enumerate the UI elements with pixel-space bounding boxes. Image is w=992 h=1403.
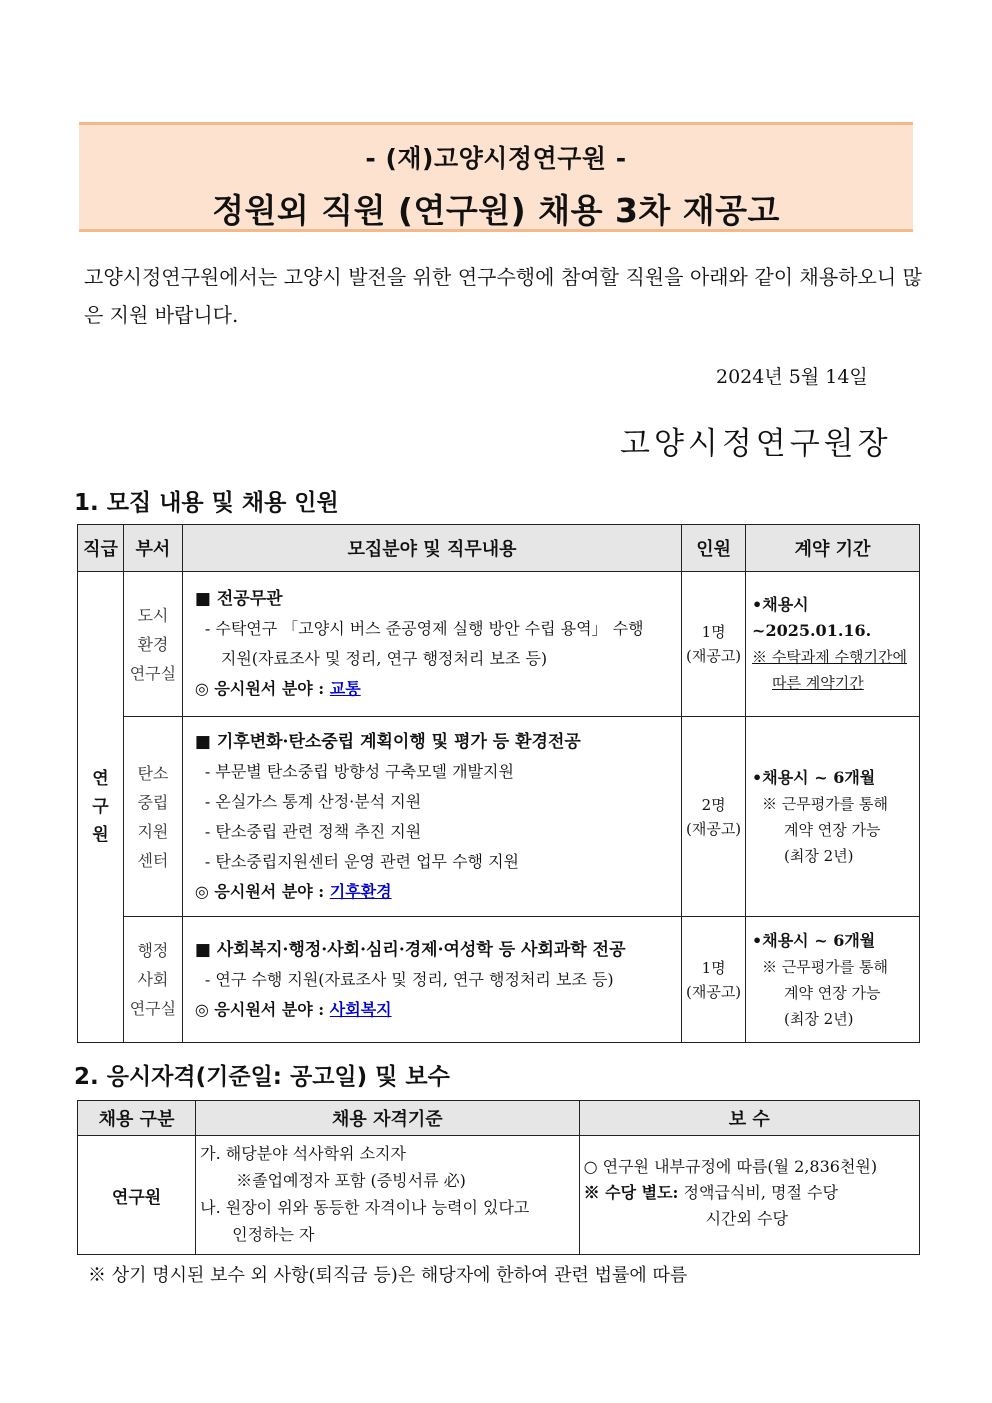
section2-title: 2. 응시자격(기준일: 공고일) 및 보수 <box>74 1064 450 1090</box>
header-category: 채용 구분 <box>78 1101 196 1136</box>
dept-cell: 탄소 중립 지원 센터 <box>123 717 182 917</box>
duty-cell: ■ 전공무관 - 수탁연구 「고양시 버스 준공영제 실행 방안 수립 용역」 수행 지원(자료조사 및 정리, 연구 행정처리 보조 등) ◎ 응시원서 분야 : 교통 <box>182 572 681 717</box>
count-cell: 1명 (재공고) <box>682 572 746 717</box>
banner-title: 정원외 직원 (연구원) 채용 3차 재공고 <box>212 191 780 230</box>
header-count: 인원 <box>682 525 746 572</box>
header-rank: 직급 <box>78 525 124 572</box>
period-cell: •채용시~2025.01.16. ※ 수탁과제 수행기간에 따른 계약기간 <box>746 572 920 717</box>
header-period: 계약 기간 <box>746 525 920 572</box>
signer: 고양시정연구원장 <box>620 426 892 462</box>
table-header-row <box>78 525 920 572</box>
header-dept: 부서 <box>123 525 182 572</box>
title-banner <box>79 122 913 232</box>
double-circle-icon: ◎ <box>194 881 209 901</box>
black-square-icon: ■ <box>194 939 211 960</box>
table-header-row <box>78 1101 920 1136</box>
recruitment-table <box>77 524 920 1043</box>
duty-cell: ■ 사회복지·행정·사회·심리·경제·여성학 등 사회과학 전공 - 연구 수행 지원(자료조사 및 정리, 연구 행정처리 보조 등) ◎ 응시원서 분야 : 사회복지 <box>182 917 681 1043</box>
header-duty: 모집분야 및 직무내용 <box>182 525 681 572</box>
qualification-cell: 가. 해당분야 석사학위 소지자 ※졸업예정자 포함 (증빙서류 必) 나. 원장이 위와 동등한 자격이나 능력이 있다고 인정하는 자 <box>196 1136 579 1255</box>
dept-cell: 도시 환경 연구실 <box>123 572 182 717</box>
intro-paragraph: 고양시정연구원에서는 고양시 발전을 위한 연구수행에 참여할 직원을 아래와 같이 채용하오니 많은 지원 바랍니다. <box>84 265 922 327</box>
black-square-icon: ■ <box>194 731 211 752</box>
apply-field-link[interactable]: 사회복지 <box>329 999 392 1019</box>
black-square-icon: ■ <box>194 589 211 609</box>
announcement-date: 2024년 5월 14일 <box>716 366 868 388</box>
double-circle-icon: ◎ <box>194 679 209 698</box>
pay-cell: ○ 연구원 내부규정에 따름(월 2,836천원) ※ 수당 별도: 정액급식비, 명절 수당 시간외 수당 <box>579 1136 919 1255</box>
rank-cell: 연 구 원 <box>78 572 124 1043</box>
table-row <box>78 1136 920 1255</box>
table-row <box>78 917 920 1043</box>
table-row <box>78 572 920 717</box>
footnote: ※ 상기 명시된 보수 외 사항(퇴직금 등)은 해당자에 한하여 관련 법률에 따름 <box>88 1265 688 1286</box>
period-cell: •채용시 ~ 6개월 ※ 근무평가를 통해 계약 연장 가능 (최장 2년) <box>746 717 920 917</box>
header-qualification: 채용 자격기준 <box>196 1101 579 1136</box>
apply-field-link[interactable]: 기후환경 <box>329 881 392 901</box>
duty-cell: ■ 기후변화·탄소중립 계획이행 및 평가 등 환경전공 - 부문별 탄소중립 방향성 구축모델 개발지원 - 온실가스 통계 산정·분석 지원 - 탄소중립 관련 정책 추진 지원 - 탄소중립지원센터 운영 관련 업무 수행 지원 ◎ 응시원서 분야 : 기후환경 <box>182 717 681 917</box>
period-cell: •채용시 ~ 6개월 ※ 근무평가를 통해 계약 연장 가능 (최장 2년) <box>746 917 920 1043</box>
table-row <box>78 717 920 917</box>
count-cell: 2명 (재공고) <box>682 717 746 917</box>
banner-subtitle: - (재)고양시정연구원 - <box>365 144 627 173</box>
section1-title: 1. 모집 내용 및 채용 인원 <box>74 490 339 516</box>
apply-field-link[interactable]: 교통 <box>329 679 361 698</box>
qualification-table <box>77 1100 920 1255</box>
dept-cell: 행정 사회 연구실 <box>123 917 182 1043</box>
count-cell: 1명 (재공고) <box>682 917 746 1043</box>
category-cell: 연구원 <box>78 1136 196 1255</box>
header-pay: 보 수 <box>579 1101 919 1136</box>
double-circle-icon: ◎ <box>194 999 209 1019</box>
